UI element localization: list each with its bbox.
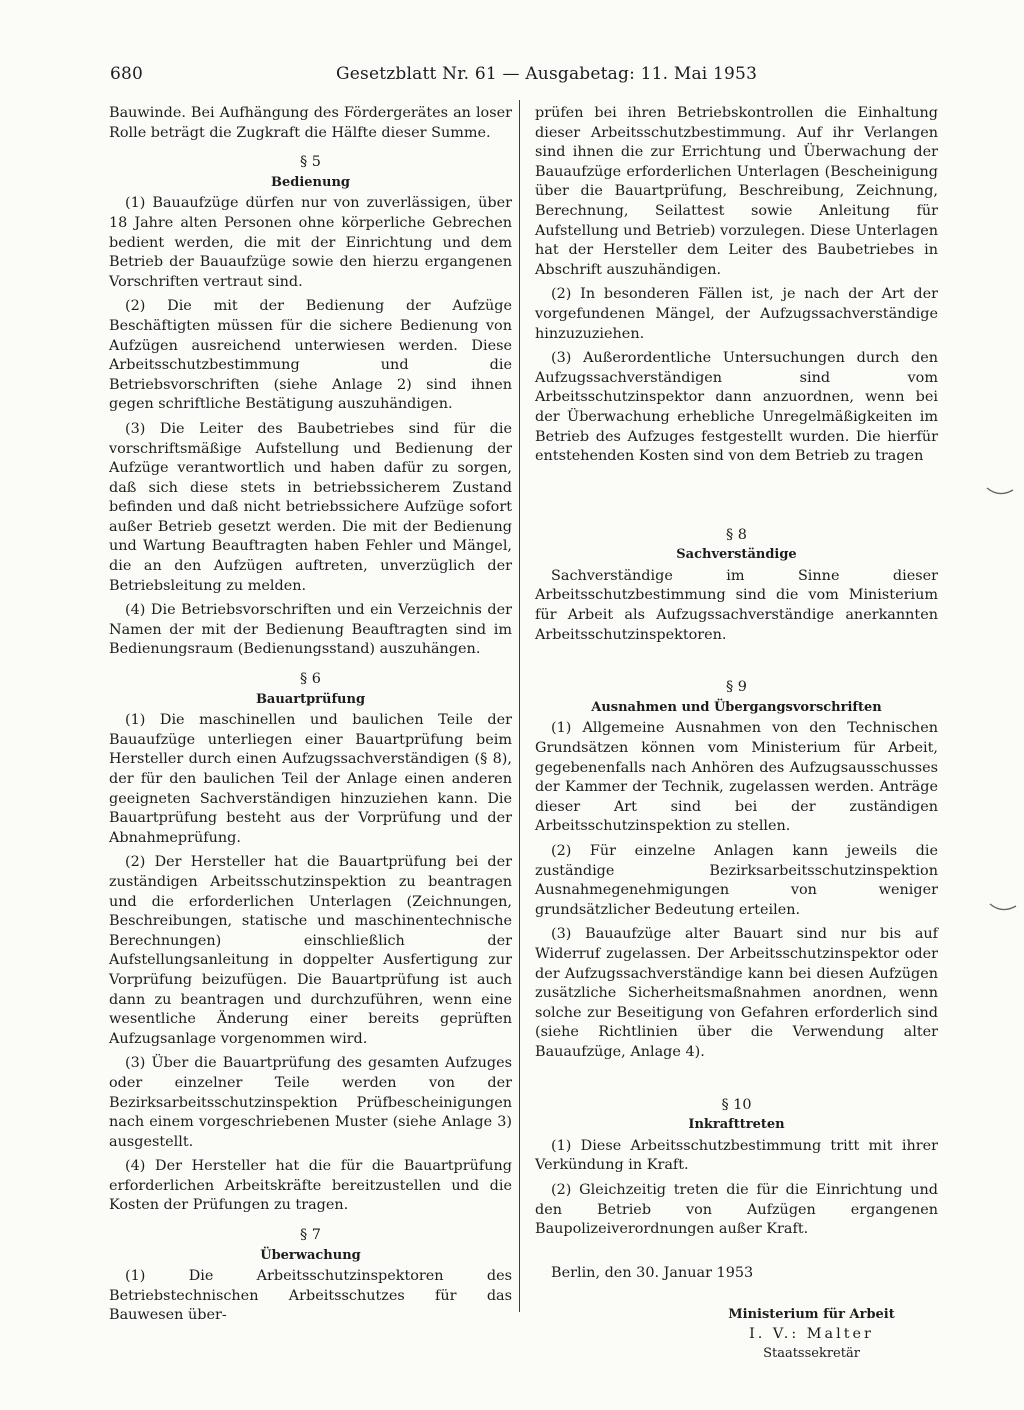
section-number: § 10 — [721, 1096, 752, 1113]
paragraph: (2) Die mit der Bedienung der Aufzüge Beschäftigten müssen für die sichere Bedienung von Aufzügen ausreichend unterwiesen werden. Diese Arbeitsschutzbestimmung und die Betriebsvorschriften (siehe Anlage 2) sind ihnen gegen schriftliche Bestätigung auszuhändigen. — [109, 298, 512, 413]
signatory-name: I. V.: Malter — [749, 1325, 874, 1342]
continued-paragraph: prüfen bei ihren Betriebskontrollen die Einhaltung dieser Arbeitsschutzbestimmung. Auf ihr Verlangen sind ihnen die zur Errichtung und Überwachung der Bauaufzüge erforderlichen Unterlagen (Bescheinigung über die Bauartprüfung, Beschreibung, Zeichnung, Berechnung, Seilattest sowie Anleitung für Aufstellung und Betrieb) vorzulegen. Diese Unterlagen hat der Hersteller dem Leiter des Baubetriebes in Abschrift auszuhändigen. — [535, 105, 938, 278]
spacer — [535, 472, 938, 516]
paragraph: Sachverständige im Sinne dieser Arbeitsschutzbestimmung sind die vom Ministerium für Arbeit als Aufzugssachverständige anerkannten Arbeitsschutzinspektoren. — [535, 567, 938, 643]
section-title: Überwachung — [260, 1247, 361, 1263]
paragraph: (1) Allgemeine Ausnahmen von den Technischen Grundsätzen können vom Ministerium für Arbeit, gegebenenfalls nach Anhören des Aufzugsausschusses der Kammer der Technik, zugelassen werden. Anträge dieser Art sind bei der zuständigen Arbeitsschutzinspektion zu stellen. — [535, 720, 938, 835]
left-column — [109, 104, 512, 1331]
paragraph: (2) Gleichzeitig treten die für die Einrichtung und den Betrieb von Aufzügen ergangenen Baupolizeiverordnungen außer Kraft. — [535, 1181, 938, 1238]
paragraph: (1) Die maschinellen und baulichen Teile der Bauaufzüge unterliegen einer Bauartprüfung beim Hersteller durch einen Aufzugssachverständigen (§ 8), der für den baulichen Teil der Anlage einen anderen geeigneten Sachverständigen hinzuziehen kann. Die Bauartprüfung besteht aus der Vorprüfung und der Abnahmeprüfung. — [109, 712, 512, 846]
paragraph: (4) Die Betriebsvorschriften und ein Verzeichnis der Namen der mit der Bedienung Beauftragten sind im Bedienungsraum (Bedienungsstand) auszuhängen. — [109, 602, 512, 658]
paragraph: (1) Bauaufzüge dürfen nur von zuverlässigen, über 18 Jahre alten Personen ohne körperliche Gebrechen bedient werden, die mit der Einrichtung und dem Betrieb der Bauaufzüge sowie den hierzu ergangenen Vorschriften vertraut sind. — [109, 195, 512, 290]
section-title: Ausnahmen und Übergangsvorschriften — [591, 699, 882, 715]
section-number: § 5 — [300, 154, 321, 171]
spacer — [535, 650, 938, 668]
signatory-ministry: Ministerium für Arbeit — [728, 1307, 895, 1323]
section-title: Sachverständige — [676, 547, 797, 563]
section-number: § 7 — [300, 1227, 321, 1244]
signature-block — [535, 1264, 938, 1364]
paragraph: (3) Die Leiter des Baubetriebes sind für die vorschriftsmäßige Aufstellung und Bedienung der Aufzüge verantwortlich und haben dafür zu sorgen, daß sich diese stets in betriebssicherem Zustand befinden und daß nicht betriebssichere Aufzüge sofort außer Betrieb gesetzt werden. Die mit der Bedienung und Wartung Beauftragten haben Fehler und Mängel, die an den Aufzügen auftreten, unverzüglich der Betriebsleitung zu melden. — [109, 420, 512, 594]
paragraph: (4) Der Hersteller hat die für die Bauartprüfung erforderlichen Arbeitskräfte bereitzustellen und die Kosten der Prüfungen zu tragen. — [109, 1158, 512, 1214]
section-title: Inkrafttreten — [688, 1117, 785, 1133]
continued-paragraph: Bauwinde. Bei Aufhängung des Fördergerätes an loser Rolle beträgt die Zugkraft die Hälfte dieser Summe. — [109, 105, 512, 141]
page-number: 680 — [110, 64, 144, 84]
section-title: Bedienung — [270, 174, 350, 190]
paragraph: (3) Bauaufzüge alter Bauart sind nur bis auf Widerruf zugelassen. Der Arbeitsschutzinspektor oder der Aufzugssachverständige kann bei diesen Aufzügen zusätzliche Sicherheitsmaßnahmen anordnen, wenn solche zur Beseitigung von Gefahren erforderlich sind (siehe Richtlinien über die Verwendung alter Bauaufzüge, Anlage 4). — [535, 926, 938, 1060]
place-date: Berlin, den 30. Januar 1953 — [551, 1264, 754, 1281]
right-column — [535, 104, 938, 1364]
margin-mark — [985, 484, 1015, 498]
signatory-role: Staatssekretär — [763, 1346, 860, 1362]
section-number: § 8 — [726, 526, 747, 543]
section-number: § 9 — [726, 679, 747, 696]
section-number: § 6 — [300, 671, 321, 688]
paragraph: (2) Für einzelne Anlagen kann jeweils die zuständige Bezirksarbeitsschutzinspektion Ausnahmegenehmigungen von weniger grundsätzlicher Bedeutung erteilen. — [535, 843, 938, 918]
page-header — [110, 64, 950, 90]
paragraph: (1) Die Arbeitsschutzinspektoren des Betriebstechnischen Arbeitsschutzes für das Bauwesen über- — [109, 1268, 512, 1324]
section-title: Bauartprüfung — [255, 691, 366, 707]
paragraph: (2) In besonderen Fällen ist, je nach der Art der vorgefundenen Mängel, der Aufzugssachverständige hinzuzuziehen. — [535, 286, 938, 342]
column-divider — [519, 100, 520, 1312]
paragraph: (2) Der Hersteller hat die Bauartprüfung bei der zuständigen Arbeitsschutzinspektion zu beantragen und die erforderlichen Unterlagen (Zeichnungen, Beschreibungen, statische und maschinentechnische Berechnungen) einschließlich der Aufstellungsanleitung in doppelter Ausfertigung zur Vorprüfung beizufügen. Die Bauartprüfung ist auch dann zu beantragen und durchzuführen, wenn eine wesentliche Änderung einer bereits geprüften Aufzugsanlage vorgenommen wird. — [109, 854, 512, 1047]
paragraph: (3) Über die Bauartprüfung des gesamten Aufzuges oder einzelner Teile werden von der Bezirksarbeitsschutzinspektion Prüfbescheinigungen nach einem vorgeschriebenen Muster (siehe Anlage 3) ausgestellt. — [109, 1055, 512, 1150]
spacer — [535, 1068, 938, 1086]
paragraph: (3) Außerordentliche Untersuchungen durch den Aufzugssachverständigen sind vom Arbeitsschutzinspektor dann anzuordnen, wenn bei der Überwachung erhebliche Unregelmäßigkeiten im Betrieb des Aufzuges festgestellt wurden. Die hierfür entstehenden Kosten sind von dem Betrieb zu tragen — [535, 350, 938, 465]
publication-title: Gesetzblatt Nr. 61 — Ausgabetag: 11. Mai 1953 — [336, 64, 758, 84]
margin-mark — [988, 900, 1018, 914]
paragraph: (1) Diese Arbeitsschutzbestimmung tritt mit ihrer Verkündung in Kraft. — [535, 1137, 938, 1174]
